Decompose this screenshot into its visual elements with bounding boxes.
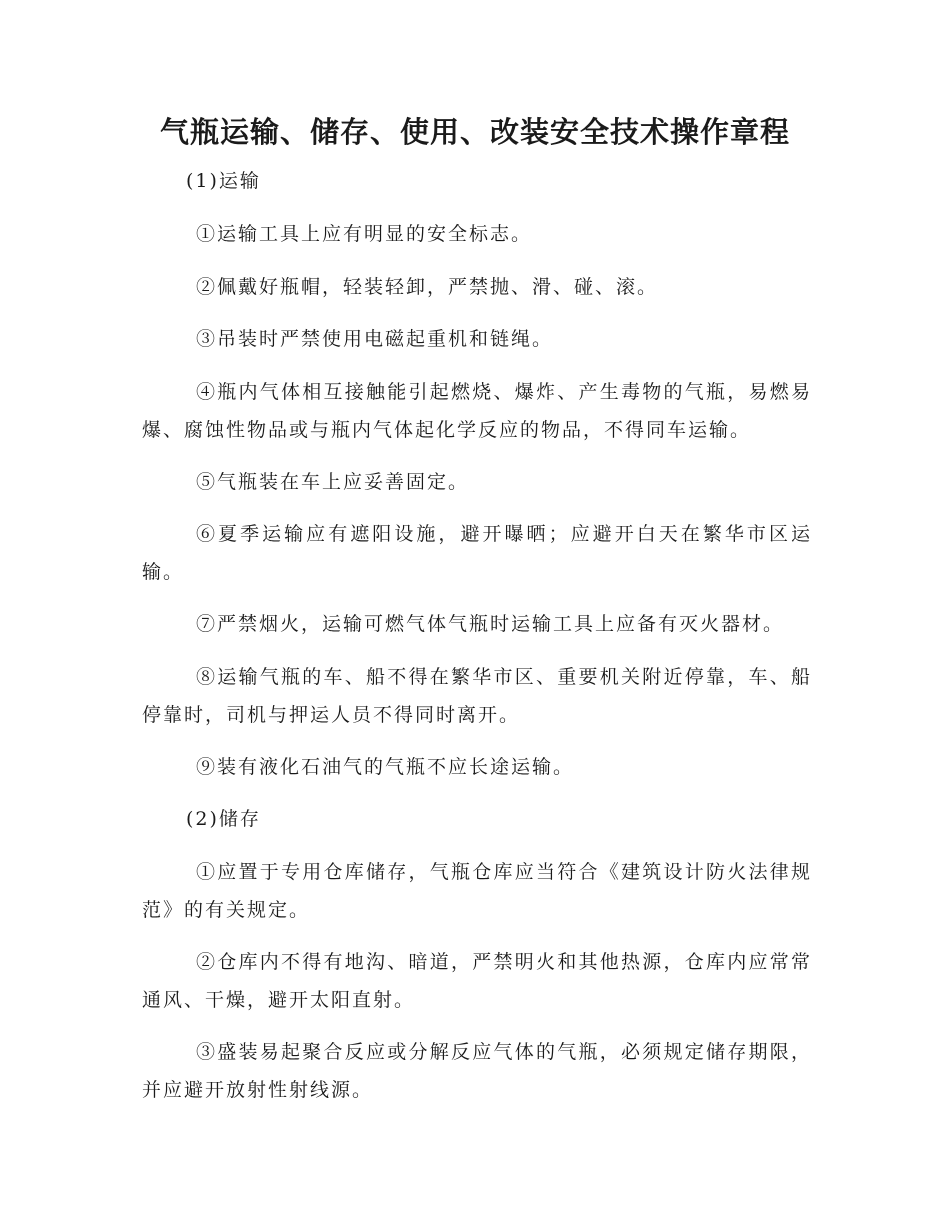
paragraph: ②佩戴好瓶帽，轻装轻卸，严禁抛、滑、碰、滚。 xyxy=(196,276,659,298)
paragraph: ⑥夏季运输应有遮阳设施，避开曝晒；应避开白天在繁华市区运输。 xyxy=(142,523,812,583)
paragraph: ④瓶内气体相互接触能引起燃烧、爆炸、产生毒物的气瓶，易燃易爆、腐蚀性物品或与瓶内气体起化学反应的物品，不得同车运输。 xyxy=(142,381,812,441)
document-title: 气瓶运输、储存、使用、改装安全技术操作章程 xyxy=(159,115,790,149)
paragraph: ③盛装易起聚合反应或分解反应气体的气瓶，必须规定储存期限，并应避开放射性射线源。 xyxy=(142,1041,812,1101)
paragraph: ①运输工具上应有明显的安全标志。 xyxy=(196,223,533,245)
paragraph: ⑦严禁烟火，运输可燃气体气瓶时运输工具上应备有灭火器材。 xyxy=(196,613,785,635)
paragraph: ⑧运输气瓶的车、船不得在繁华市区、重要机关附近停靠，车、船停靠时，司机与押运人员不得同时离开。 xyxy=(142,666,812,726)
section-heading-storage: (2)储存 xyxy=(186,808,261,830)
paragraph: ①应置于专用仓库储存，气瓶仓库应当符合《建筑设计防火法律规范》的有关规定。 xyxy=(142,861,812,921)
paragraph: ③吊装时严禁使用电磁起重机和链绳。 xyxy=(196,328,554,350)
section-heading-transport: (1)运输 xyxy=(186,170,261,192)
paragraph: ②仓库内不得有地沟、暗道，严禁明火和其他热源，仓库内应常常通风、干燥，避开太阳直射。 xyxy=(142,951,812,1011)
paragraph: ⑨装有液化石油气的气瓶不应长途运输。 xyxy=(196,756,575,778)
paragraph: ⑤气瓶装在车上应妥善固定。 xyxy=(196,471,470,493)
